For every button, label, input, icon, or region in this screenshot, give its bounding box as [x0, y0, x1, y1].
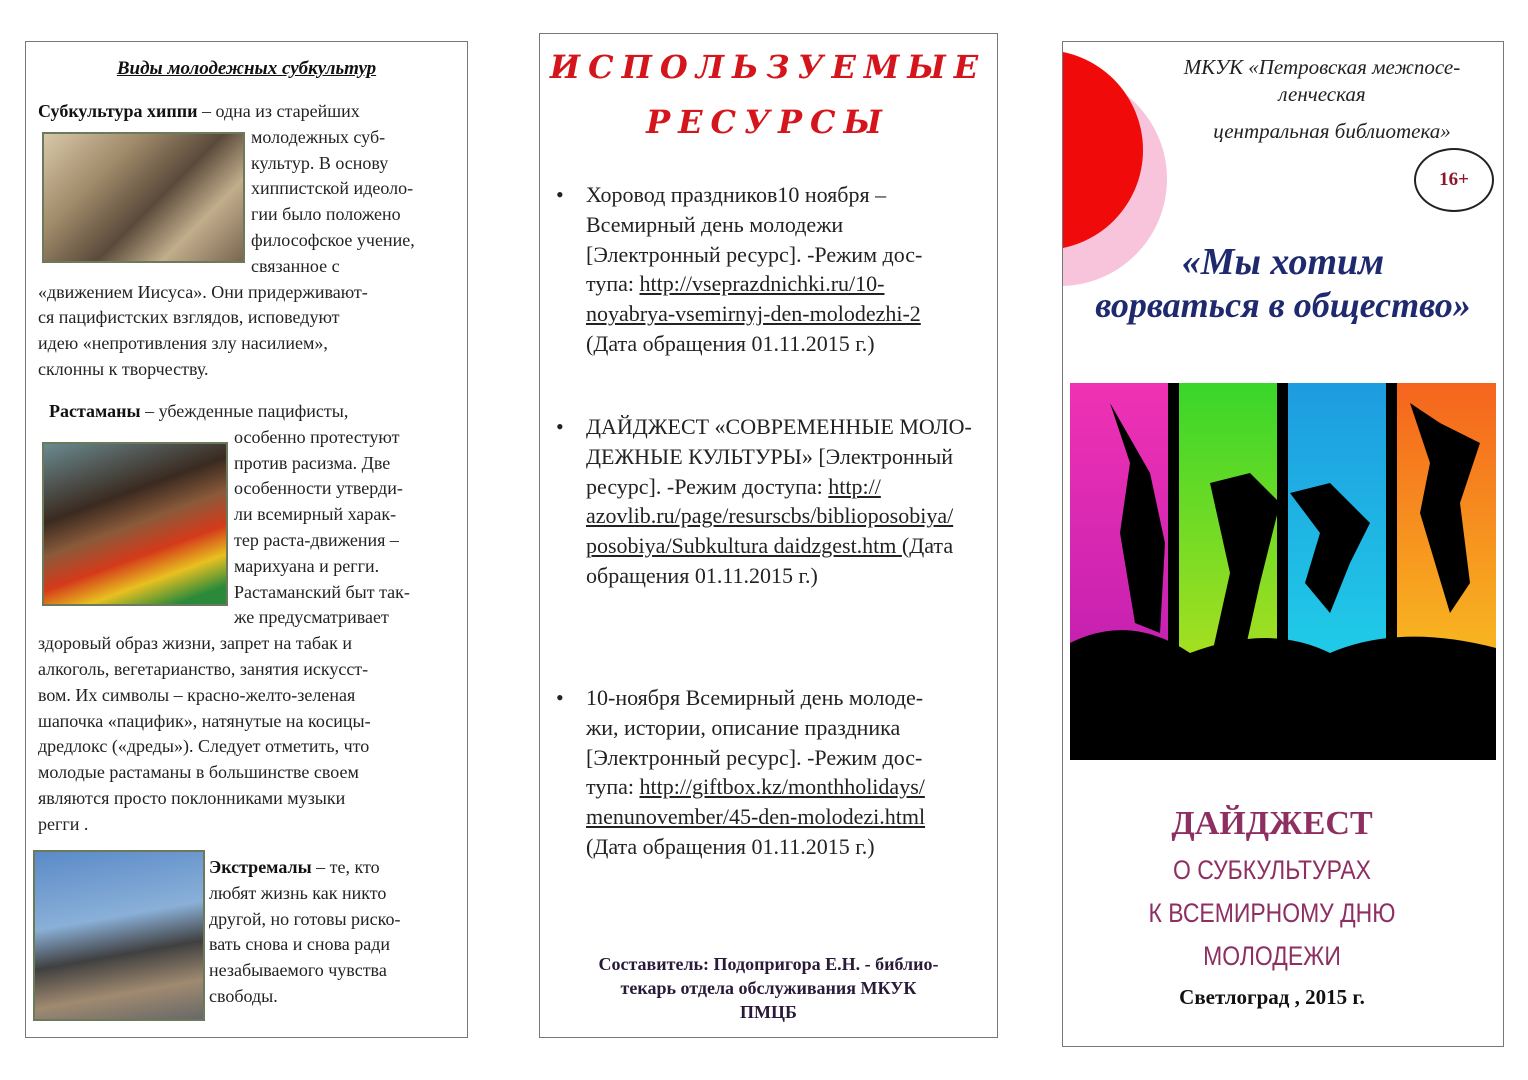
- rasta-photo: [42, 442, 228, 606]
- extreme-line: другой, но готовы риско-: [209, 908, 401, 929]
- extreme-first-line: [209, 856, 380, 878]
- resource-link[interactable]: http://vseprazdnichki.ru/10-: [639, 271, 885, 297]
- bullet-icon: •: [556, 685, 564, 710]
- rasta-line: против расизма. Две: [234, 452, 391, 473]
- resource-line: [586, 299, 921, 329]
- resource-line: [586, 210, 843, 240]
- digest-sub-line1: О СУБКУЛЬТУРАХ: [1173, 855, 1371, 885]
- rasta-line: вом. Их символы – красно-желто-зеленая: [38, 684, 356, 705]
- age-badge-label: 16+: [1439, 169, 1469, 190]
- resource-text: [Электронный ресурс]. -Режим дос-: [586, 241, 923, 267]
- hippie-line: хиппистской идеоло-: [251, 178, 414, 199]
- rasta-line: молодые растаманы в большинстве своем: [38, 762, 359, 783]
- resource-line: [586, 240, 922, 270]
- resource-line: [586, 329, 875, 359]
- resource-line: [586, 531, 953, 561]
- bullet-icon: •: [556, 182, 564, 207]
- slogan-line2: ворваться в общество»: [1095, 285, 1471, 325]
- resource-text: (Дата: [901, 533, 954, 559]
- hippie-line: «движением Иисуса». Они придерживают-: [38, 281, 368, 302]
- slogan-line1: «Мы хотим: [1181, 241, 1385, 283]
- resource-link[interactable]: http://giftbox.kz/monthholidays/: [639, 774, 925, 800]
- hippie-line: культур. В основу: [251, 152, 389, 173]
- resource-line: [586, 472, 881, 502]
- hippie-line: философское учение,: [251, 230, 415, 250]
- resource-line: [586, 442, 953, 472]
- age-badge: [1414, 148, 1494, 212]
- resource-line: [586, 412, 972, 442]
- resource-line: [586, 501, 953, 531]
- org-line1: МКУК «Петровская межпосе-: [1183, 55, 1461, 79]
- rasta-line: Растаманский быт так-: [234, 581, 410, 602]
- resource-line: [586, 832, 875, 862]
- resource-line: [586, 772, 925, 802]
- resource-link[interactable]: noyabrya-vsemirnyj-den-molodezhi-2: [586, 301, 921, 327]
- rasta-line: шапочка «пацифик», натянутые на косицы-: [38, 710, 371, 731]
- resource-text: ресурс]. -Режим доступа:: [586, 473, 829, 499]
- place-year: Светлоград , 2015 г.: [1179, 985, 1365, 1009]
- resource-line: [586, 561, 818, 591]
- hippie-line: идею «непротивления злу насилием»,: [38, 333, 328, 354]
- rasta-first-line: [49, 400, 348, 422]
- org-line3: центральная библиотека»: [1213, 119, 1451, 143]
- bullet-icon: •: [556, 414, 564, 439]
- extreme-line: незабываемого чувства: [209, 960, 387, 981]
- compiler-line3: ПМЦБ: [740, 1002, 797, 1022]
- rasta-line: регги .: [38, 813, 89, 834]
- resources-title-line1: ИСПОЛЬЗУЕМЫЕ: [549, 48, 987, 86]
- resource-line: [586, 802, 925, 832]
- rasta-line: ли всемирный харак-: [234, 504, 397, 525]
- hippie-line: гии было положено: [251, 204, 401, 225]
- resource-text: 10-ноября Всемирный день молоде-: [586, 685, 924, 710]
- resource-text: (Дата обращения 01.11.2015 г.): [586, 331, 875, 356]
- rasta-text: – убежденные пацифисты,: [140, 401, 349, 421]
- resource-text: тупа:: [586, 271, 640, 297]
- resource-link[interactable]: azovlib.ru/page/resurscbs/biblioposobiya/: [586, 503, 954, 529]
- compiler-line1: Составитель: Подопригора Е.Н. - библио-: [598, 954, 939, 974]
- resource-line: [586, 713, 900, 743]
- rasta-line: особенно протестуют: [234, 426, 400, 447]
- hippie-line: ся пацифистских взглядов, исповедуют: [38, 307, 340, 328]
- hippie-line: молодежных суб-: [251, 126, 386, 147]
- resource-line: [586, 743, 922, 773]
- extreme-line: свободы.: [209, 986, 278, 1006]
- hippie-heading: Субкультура хиппи: [38, 101, 198, 121]
- extreme-line: вать снова и снова ради: [209, 934, 391, 955]
- resource-text: ДАЙДЖЕСТ «СОВРЕМЕННЫЕ МОЛО-: [586, 414, 972, 439]
- resource-line: [586, 683, 923, 713]
- rasta-line: являются просто поклонниками музыки: [38, 788, 346, 808]
- hippie-photo: [42, 132, 245, 263]
- extreme-photo: [33, 850, 205, 1021]
- resource-text: (Дата обращения 01.11.2015 г.): [586, 834, 875, 859]
- resource-line: [586, 180, 886, 210]
- rasta-line: особенности утверди-: [234, 478, 403, 499]
- resource-text: [Электронный ресурс]. -Режим дос-: [586, 744, 923, 770]
- dancing-silhouettes-image: [1070, 383, 1496, 760]
- digest-title: ДАЙДЖЕСТ: [1171, 805, 1373, 842]
- digest-sub-line2: К ВСЕМИРНОМУ ДНЮ: [1148, 898, 1396, 928]
- hippie-line: склонны к творчеству.: [38, 359, 209, 379]
- extreme-line: любят жизнь как никто: [209, 882, 387, 903]
- resource-text: Всемирный день молодежи: [586, 211, 844, 237]
- hippie-first-line: [38, 100, 360, 122]
- rasta-line: здоровый образ жизни, запрет на табак и: [38, 633, 352, 654]
- resource-link[interactable]: posobiya/Subkultura daidzgest.htm: [586, 533, 902, 559]
- rasta-line: алкоголь, вегетарианство, занятия искусст-: [38, 659, 369, 679]
- resource-link[interactable]: menunovember/45-den-molodezi.html: [586, 804, 926, 830]
- resource-text: тупа:: [586, 774, 640, 800]
- resources-title-line2: РЕСУРСЫ: [646, 103, 890, 141]
- compiler-line2: текарь отдела обслуживания МКУК: [620, 978, 917, 998]
- rasta-line: марихуана и регги.: [234, 555, 380, 576]
- resource-text: ДЕЖНЫЕ КУЛЬТУРЫ» [Электронный: [586, 443, 954, 469]
- resource-text: обращения 01.11.2015 г.): [586, 563, 818, 588]
- rasta-line: дредлокс («дреды»). Следует отметить, что: [38, 736, 370, 757]
- extreme-heading: Экстремалы: [209, 857, 312, 877]
- resource-text: жи, истории, описание праздника: [586, 714, 901, 740]
- digest-sub-line3: МОЛОДЕЖИ: [1203, 941, 1341, 971]
- rasta-line: тер раста-движения –: [234, 530, 399, 550]
- hippie-text: – одна из старейших: [197, 101, 360, 121]
- rasta-line: же предусматривает: [234, 607, 389, 628]
- resource-line: [586, 269, 884, 299]
- resource-link[interactable]: http://: [828, 473, 881, 499]
- resource-text: Хоровод праздников10 ноября –: [586, 182, 887, 207]
- extreme-text: – те, кто: [311, 857, 380, 877]
- silhouettes: [1070, 383, 1496, 760]
- rasta-heading: Растаманы: [49, 401, 141, 421]
- subcultures-title: Виды молодежных субкультур: [116, 58, 377, 79]
- org-line2: ленческая: [1278, 82, 1366, 106]
- hippie-line: связанное с: [251, 255, 340, 276]
